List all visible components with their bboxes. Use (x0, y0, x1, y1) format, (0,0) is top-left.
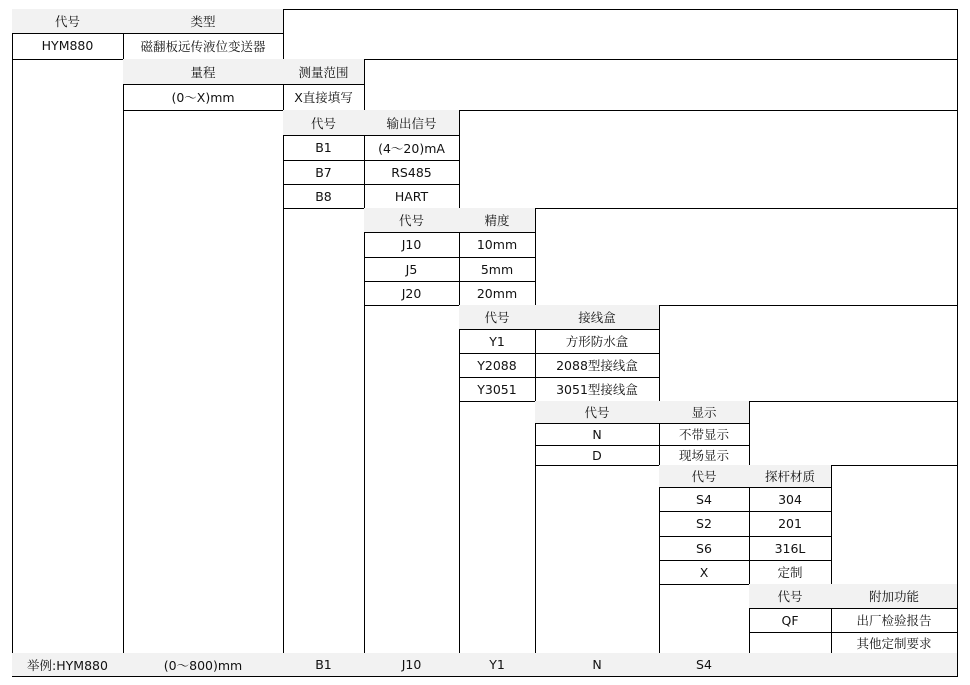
range-instruction: X直接填写 (294, 90, 353, 105)
grid-line (123, 59, 124, 677)
display-code: D (592, 447, 602, 463)
junction-label: 方形防水盒 (565, 334, 629, 349)
grid-line (12, 676, 958, 677)
extra-label: 其他定制要求 (856, 635, 932, 651)
junction-code: Y2088 (477, 357, 517, 373)
material-code: S2 (696, 516, 712, 531)
range-value: (0～X)mm (171, 90, 235, 105)
output-title: 输出信号 (364, 110, 459, 135)
example-display: N (535, 653, 659, 676)
extra-label: 出厂检验报告 (856, 613, 932, 628)
display-label: 不带显示 (678, 427, 729, 442)
grid-line (12, 9, 13, 677)
example-output: B1 (283, 653, 364, 676)
output-label: HART (394, 188, 429, 204)
grid-line (123, 110, 958, 111)
accuracy-title: 精度 (459, 208, 535, 232)
accuracy-code: J10 (401, 237, 422, 252)
extra-code (749, 632, 831, 653)
grid-line (535, 208, 536, 306)
material-label: 定制 (777, 565, 803, 580)
accuracy-code: J5 (405, 261, 418, 277)
model-type: 磁翻板远传液位变送器 (140, 38, 266, 54)
accuracy-code-header: 代号 (364, 208, 459, 232)
model-code-header: 代号 (12, 9, 123, 33)
material-label: 201 (778, 516, 802, 531)
display-code: N (592, 426, 602, 442)
example-model: 举例:HYM880 (12, 653, 123, 676)
output-code-header: 代号 (283, 110, 364, 135)
accuracy-label: 10mm (476, 237, 518, 252)
accuracy-code: J20 (401, 285, 422, 301)
grid-line (831, 465, 832, 585)
accuracy-label: 20mm (476, 285, 518, 301)
model-type-header: 类型 (123, 9, 283, 33)
material-code-header: 代号 (659, 465, 749, 487)
example-junction: Y1 (459, 653, 535, 676)
output-code: B1 (315, 140, 332, 155)
material-label: 304 (778, 491, 802, 507)
extra-title: 附加功能 (831, 584, 957, 608)
display-title: 显示 (659, 401, 749, 423)
range-header: 量程 (123, 59, 283, 84)
junction-code: Y3051 (477, 381, 517, 397)
material-code: S4 (696, 491, 712, 507)
grid-line (659, 305, 660, 402)
junction-label: 2088型接线盒 (556, 358, 638, 373)
grid-line (749, 401, 750, 466)
extra-code-header: 代号 (749, 584, 831, 608)
display-label: 现场显示 (678, 448, 729, 463)
grid-line (364, 59, 365, 111)
accuracy-label: 5mm (480, 261, 514, 277)
grid-line (459, 110, 460, 209)
material-code: X (699, 564, 709, 580)
display-code-header: 代号 (535, 401, 659, 423)
example-accuracy: J10 (364, 653, 459, 676)
output-label: (4～20)mA (378, 140, 445, 156)
junction-label: 3051型接线盒 (556, 382, 638, 397)
output-code: B8 (315, 188, 332, 204)
example-material: S4 (659, 653, 749, 676)
grid-line (283, 9, 284, 60)
junction-code: Y1 (489, 333, 505, 349)
material-label: 316L (774, 540, 806, 556)
junction-code-header: 代号 (459, 305, 535, 329)
output-code: B7 (315, 164, 332, 180)
example-range: (0～800)mm (123, 653, 283, 676)
material-title: 探杆材质 (749, 465, 831, 487)
model-code: HYM880 (41, 38, 94, 53)
output-label: RS485 (391, 164, 432, 180)
junction-title: 接线盒 (535, 305, 659, 329)
grid-line (364, 305, 958, 306)
material-code: S6 (696, 540, 712, 556)
example-extra (749, 653, 957, 676)
extra-code: QF (781, 612, 799, 628)
range-measure-header: 测量范围 (283, 59, 364, 84)
